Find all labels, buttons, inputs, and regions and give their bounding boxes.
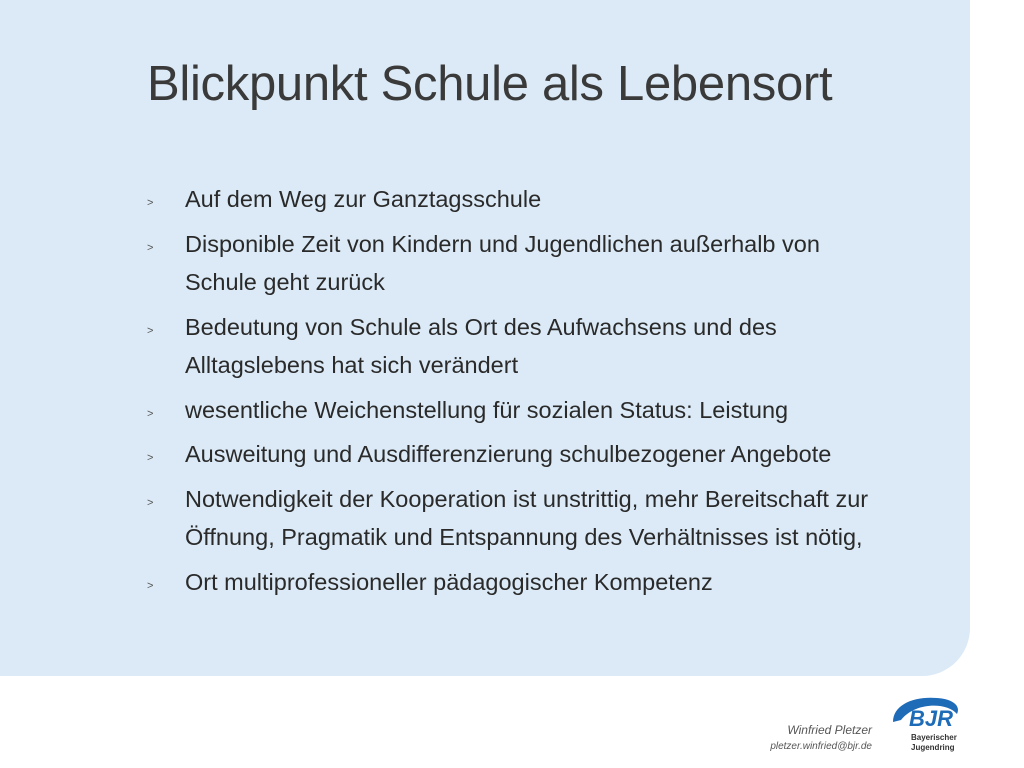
bullet-item [147, 563, 887, 602]
bullet-text: Auf dem Weg zur Ganztagsschule [185, 186, 542, 212]
bullet-text: Bedeutung von Schule als Ort des Aufwachsens und des Alltagslebens hat sich verändert [185, 313, 777, 378]
bullet-text: Ort multiprofessioneller pädagogischer Kompetenz [185, 568, 713, 595]
bjr-logo-icon [885, 690, 965, 754]
bullet-marker-icon: > [147, 452, 154, 464]
bullet-item [147, 480, 887, 557]
bullet-marker-icon: > [147, 241, 154, 254]
bullet-marker-icon: > [147, 407, 154, 420]
bullet-item [147, 225, 887, 302]
bullet-item [147, 435, 887, 474]
logo-subtitle-line1: Bayerischer [911, 733, 957, 742]
bullet-marker-icon: > [147, 496, 154, 509]
bullet-marker-icon: > [147, 579, 154, 592]
footer-author: Winfried Pletzer [787, 723, 872, 737]
bullet-marker-icon: > [147, 324, 154, 337]
logo-text: BJR [909, 706, 954, 731]
bullet-text: Disponible Zeit von Kindern und Jugendlichen außerhalb von Schule geht zurück [185, 230, 820, 295]
bullet-marker-icon: > [147, 197, 154, 209]
bullet-text: wesentliche Weichenstellung für sozialen Status: Leistung [185, 396, 789, 423]
bullet-text: Notwendigkeit der Kooperation ist unstrittig, mehr Bereitschaft zur Öffnung, Pragmatik und Entspannung des Verhältnisses ist nötig, [185, 485, 869, 550]
slide-title: Blickpunkt Schule als Lebensort [147, 57, 833, 111]
bullet-text: Ausweitung und Ausdifferenzierung schulbezogener Angebote [185, 441, 832, 467]
bullet-list [147, 180, 887, 607]
footer-email: pletzer.winfried@bjr.de [770, 741, 872, 752]
bullet-item [147, 308, 887, 385]
bullet-item [147, 180, 887, 219]
logo-subtitle-line2: Jugendring [911, 743, 955, 752]
bullet-item [147, 391, 887, 430]
